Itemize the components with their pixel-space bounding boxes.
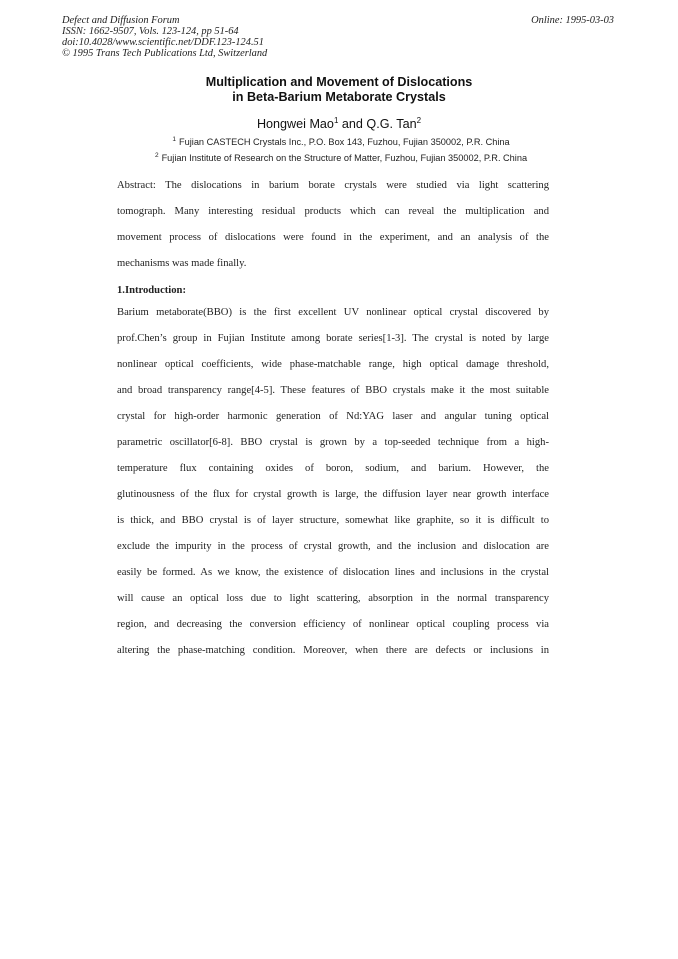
section-heading: 1.Introduction: <box>117 285 186 296</box>
affiliation-1-text: Fujian CASTECH Crystals Inc., P.O. Box 143, Fuzhou, Fujian 350002, P.R. China <box>179 137 510 147</box>
paragraph-line: nonlinear optical coefficients, wide phase-matchable range, high optical damage threshold, <box>117 359 549 370</box>
abstract-line: tomograph. Many interesting residual products which can reveal the multiplication and <box>117 206 549 217</box>
journal-header <box>62 15 267 59</box>
affiliation-1 <box>2 136 678 148</box>
paragraph-line: is thick, and BBO crystal is of layer structure, somewhat like graphite, so it is difficult to <box>117 515 549 526</box>
title-line-1: Multiplication and Movement of Dislocations <box>205 75 473 89</box>
paragraph-line: and broad transparency range[4-5]. These features of BBO crystals make it the most suitable <box>117 385 549 396</box>
author-1-affil-mark: 1 <box>333 115 339 125</box>
journal-name: Defect and Diffusion Forum <box>62 15 180 26</box>
paragraph-line: region, and decreasing the conversion efficiency of nonlinear optical coupling process via <box>117 619 549 630</box>
issn-line: ISSN: 1662-9507, Vols. 123-124, pp 51-64 <box>62 26 239 37</box>
affiliation-2 <box>2 152 678 164</box>
paragraph-line: parametric oscillator[6-8]. BBO crystal is grown by a top-seeded technique from a high- <box>117 437 549 448</box>
affiliation-1-mark: 1 <box>172 135 177 143</box>
paragraph-line: easily be formed. As we know, the existence of dislocation lines and inclusions in the crystal <box>117 567 549 578</box>
paragraph-line: altering the phase-matching condition. Moreover, when there are defects or inclusions in <box>117 645 549 656</box>
paragraph-line: prof.Chen’s group in Fujian Institute among borate series[1-3]. The crystal is noted by large <box>117 333 549 344</box>
paragraph-line: glutinousness of the flux for crystal growth is large, the diffusion layer near growth interface <box>117 489 549 500</box>
paragraph-line: Barium metaborate(BBO) is the first excellent UV nonlinear optical crystal discovered by <box>117 307 549 318</box>
online-date: Online: 1995-03-03 <box>531 15 614 26</box>
abstract-line: mechanisms was made finally. <box>117 258 247 269</box>
paragraph-line: temperature flux containing oxides of boron, sodium, and barium. However, the <box>117 463 549 474</box>
author-separator: and <box>338 117 367 131</box>
paragraph-line: crystal for high-order harmonic generation of Nd:YAG laser and angular tuning optical <box>117 411 549 422</box>
paragraph-line: exclude the impurity in the process of crystal growth, and the inclusion and dislocation are <box>117 541 549 552</box>
author-2: Q.G. Tan <box>366 117 417 131</box>
abstract-line: movement process of dislocations were found in the experiment, and an analysis of the <box>117 232 549 243</box>
author-list <box>0 116 678 132</box>
author-1: Hongwei Mao <box>256 117 334 131</box>
affiliation-2-text: Fujian Institute of Research on the Structure of Matter, Fuzhou, Fujian 350002, P.R. China <box>161 153 528 163</box>
paper-title <box>0 75 678 105</box>
abstract-line: Abstract: The dislocations in barium borate crystals were studied via light scattering <box>117 180 549 191</box>
doi-link[interactable]: doi:10.4028/www.scientific.net/DDF.123-124.51 <box>62 37 264 48</box>
author-2-affil-mark: 2 <box>416 115 422 125</box>
paragraph-line: will cause an optical loss due to light scattering, absorption in the normal transparency <box>117 593 549 604</box>
copyright-line: © 1995 Trans Tech Publications Ltd, Switzerland <box>62 48 268 59</box>
affiliation-2-mark: 2 <box>154 151 159 159</box>
title-line-2: in Beta-Barium Metaborate Crystals <box>232 90 446 104</box>
